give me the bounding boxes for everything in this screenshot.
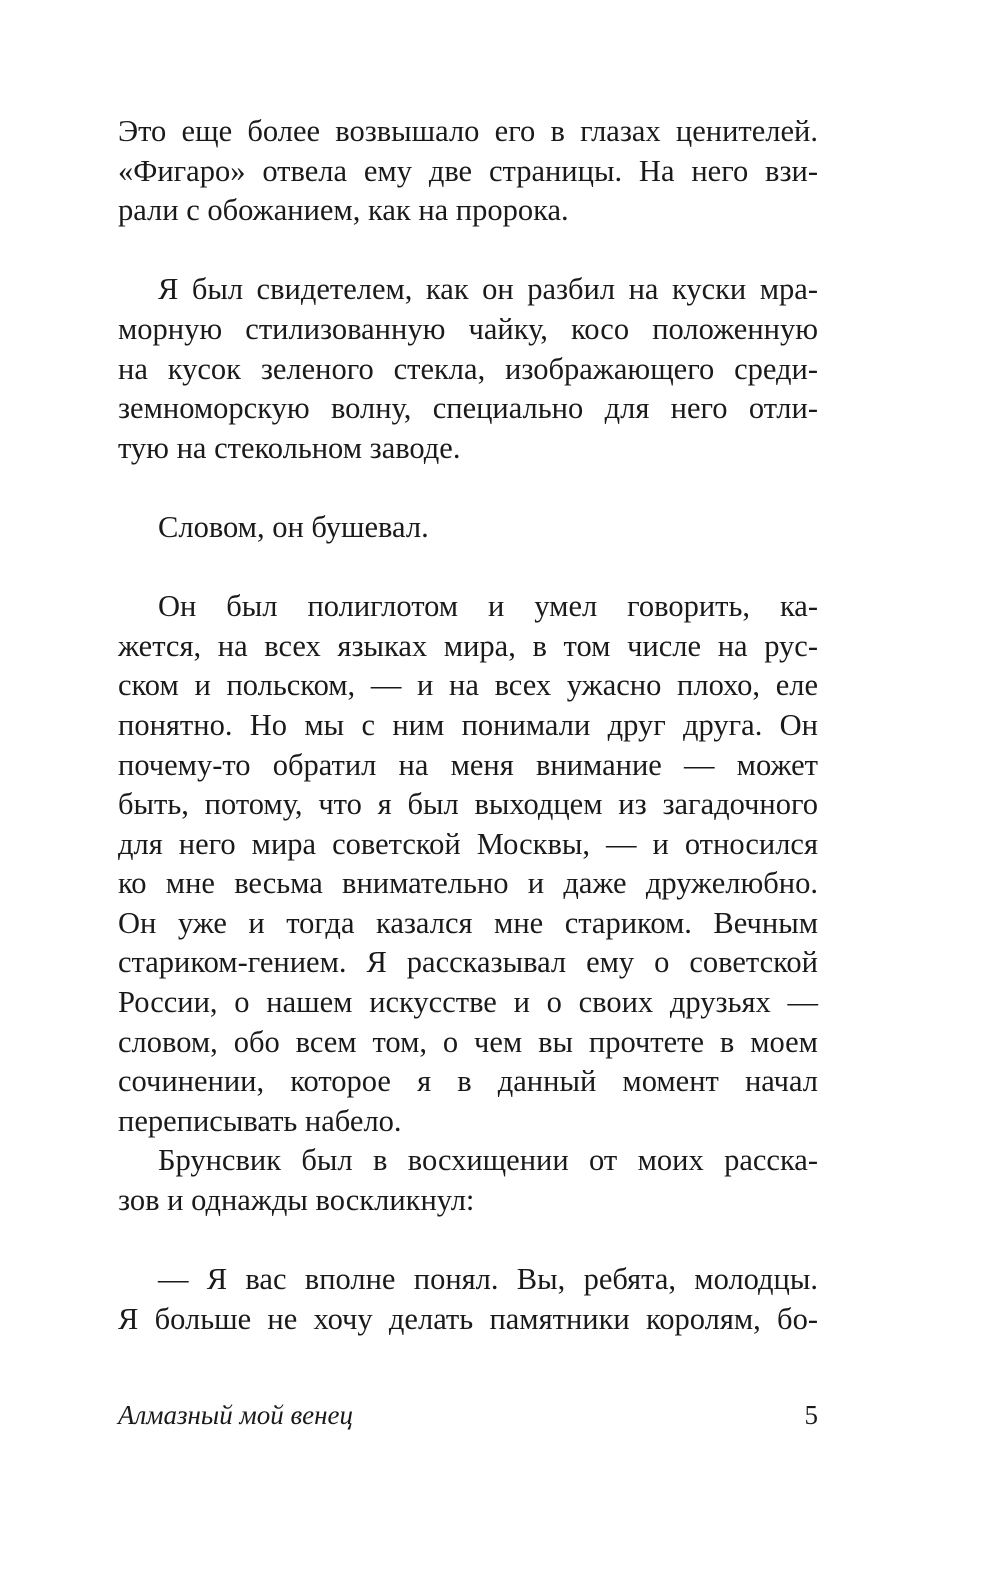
text-line: земноморскую волну, специально для него отли-	[118, 391, 818, 426]
text-line: Он был полиглотом и умел говорить, ка-	[158, 589, 818, 624]
text-line: морную стилизованную чайку, косо положенную	[118, 311, 818, 346]
text-line: для него мира советской Москвы, — и относился	[118, 826, 818, 861]
text-line: словом, обо всем том, о чем вы прочтете в моем	[118, 1024, 818, 1059]
text-line: Он уже и тогда казался мне стариком. Вечным	[118, 905, 818, 940]
text-line: «Фигаро» отвела ему две страницы. На него взи-	[118, 153, 818, 188]
text-line: понятно. Но мы с ним понимали друг друга. Он	[118, 707, 818, 742]
text-line: жется, на всех языках мира, в том числе на рус-	[118, 628, 818, 663]
paragraph-6	[118, 1260, 818, 1339]
text-line: Словом, он бушевал.	[158, 509, 429, 544]
text-line: переписывать набело.	[118, 1103, 402, 1138]
text-line: ском и польском, — и на всех ужасно плохо, еле	[118, 668, 818, 703]
text-line: России, о нашем искусстве и о своих друзьях —	[118, 985, 818, 1020]
paragraph-gap	[118, 468, 818, 508]
text-line: — Я вас вполне понял. Вы, ребята, молодцы.	[158, 1262, 818, 1297]
paragraph-gap	[118, 231, 818, 271]
paragraph-gap	[118, 1221, 818, 1261]
text-line: тую на стекольном заводе.	[118, 430, 461, 465]
page-body	[118, 112, 818, 1339]
text-line: сочинении, которое я в данный момент начал	[118, 1064, 818, 1099]
paragraph-5	[118, 1141, 818, 1220]
text-line: почему-то обратил на меня внимание — может	[118, 747, 818, 782]
paragraph-3	[118, 508, 818, 548]
text-line: зов и однажды воскликнул:	[118, 1183, 475, 1218]
paragraph-2	[118, 270, 818, 468]
text-line: на кусок зеленого стекла, изображающего среди-	[118, 351, 818, 386]
paragraph-4	[118, 587, 818, 1141]
text-line: стариком-гением. Я рассказывал ему о советской	[118, 945, 818, 980]
text-line: Это еще более возвышало его в глазах ценителей.	[118, 114, 818, 148]
text-line: Я был свидетелем, как он разбил на куски мра-	[158, 272, 818, 307]
text-line: ко мне весьма внимательно и даже дружелюбно.	[118, 866, 818, 901]
text-line: Я больше не хочу делать памятники королям, бо-	[118, 1301, 818, 1336]
text-line: быть, потому, что я был выходцем из загадочного	[118, 787, 818, 822]
page-number: 5	[804, 1400, 818, 1430]
paragraph-gap	[118, 548, 818, 588]
text-line: Брунсвик был в восхищении от моих расска-	[158, 1143, 818, 1178]
running-title: Алмазный мой венец	[118, 1400, 354, 1430]
paragraph-1	[118, 112, 818, 231]
text-line: рали с обожанием, как на пророка.	[118, 193, 569, 228]
page-footer	[118, 1400, 818, 1440]
